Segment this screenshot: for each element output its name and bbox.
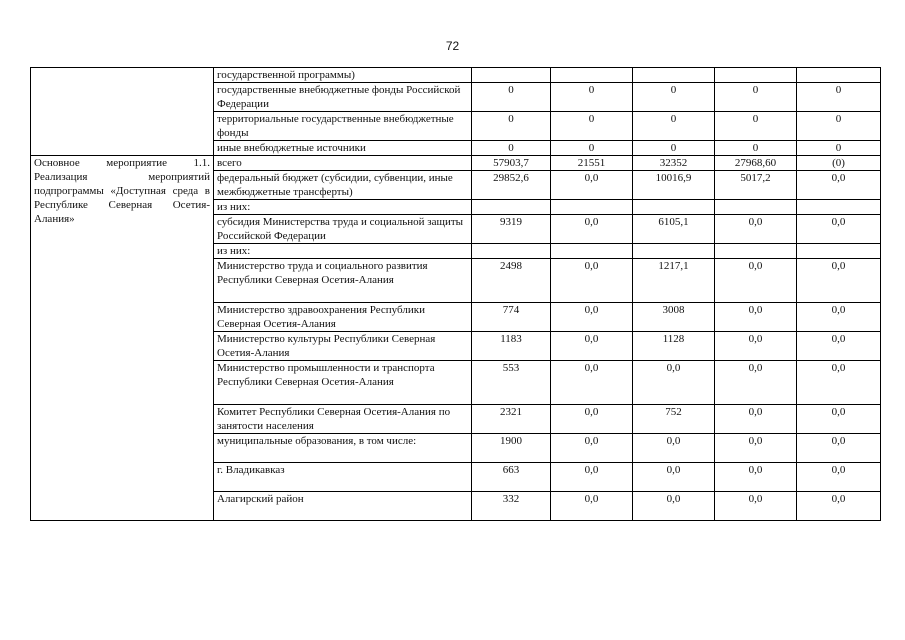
row-label: из них:	[214, 200, 472, 215]
value-cell: 0,0	[715, 259, 797, 303]
table-row	[31, 68, 881, 83]
value-cell: 5017,2	[715, 171, 797, 200]
row-label: Министерство культуры Республики Северная Осетия-Алания	[214, 332, 472, 361]
value-cell: 0,0	[551, 259, 633, 303]
value-cell: 0	[715, 112, 797, 141]
value-cell: 0	[551, 83, 633, 112]
value-cell	[551, 244, 633, 259]
value-cell	[633, 68, 715, 83]
row-label: г. Владикавказ	[214, 463, 472, 492]
value-cell: 0,0	[797, 361, 881, 405]
value-cell: 0	[633, 141, 715, 156]
value-cell: 6105,1	[633, 215, 715, 244]
value-cell: 0,0	[551, 171, 633, 200]
value-cell: 0,0	[715, 463, 797, 492]
value-cell: 0,0	[715, 332, 797, 361]
value-cell: 0,0	[715, 434, 797, 463]
value-cell: 21551	[551, 156, 633, 171]
row-label: Министерство труда и социального развития Республики Северная Осетия-Алания	[214, 259, 472, 303]
value-cell: 9319	[472, 215, 551, 244]
row-label: территориальные государственные внебюджетные фонды	[214, 112, 472, 141]
row-label: Комитет Республики Северная Осетия-Алания по занятости населения	[214, 405, 472, 434]
value-cell	[551, 68, 633, 83]
value-cell: 0,0	[633, 492, 715, 521]
row-label: муниципальные образования, в том числе:	[214, 434, 472, 463]
value-cell: 29852,6	[472, 171, 551, 200]
value-cell: 0	[551, 141, 633, 156]
row-label: всего	[214, 156, 472, 171]
value-cell: 1900	[472, 434, 551, 463]
value-cell	[797, 68, 881, 83]
value-cell: 57903,7	[472, 156, 551, 171]
row-label: субсидия Министерства труда и социальной защиты Российской Федерации	[214, 215, 472, 244]
value-cell	[472, 244, 551, 259]
value-cell: 0,0	[551, 215, 633, 244]
value-cell: 0,0	[797, 405, 881, 434]
value-cell: 752	[633, 405, 715, 434]
value-cell: 0,0	[797, 215, 881, 244]
value-cell: 553	[472, 361, 551, 405]
row-label: Министерство здравоохранения Республики Северная Осетия-Алания	[214, 303, 472, 332]
value-cell: 0,0	[551, 492, 633, 521]
activity-name-cell: Основное мероприятие 1.1. Реализация мероприятий подпрограммы «Доступная среда в Республике Северная Осетия-Алания»	[31, 156, 214, 521]
value-cell: 0,0	[633, 361, 715, 405]
value-cell: 3008	[633, 303, 715, 332]
row-label: Министерство промышленности и транспорта Республики Северная Осетия-Алания	[214, 361, 472, 405]
funding-table	[30, 67, 881, 521]
page-number: 72	[445, 39, 460, 53]
row-label: государственной программы)	[214, 68, 472, 83]
value-cell: 0,0	[633, 463, 715, 492]
value-cell: 0	[472, 141, 551, 156]
value-cell: 2498	[472, 259, 551, 303]
value-cell: 0	[472, 112, 551, 141]
value-cell	[551, 200, 633, 215]
value-cell: 0,0	[551, 303, 633, 332]
value-cell	[715, 68, 797, 83]
value-cell: 0,0	[797, 492, 881, 521]
value-cell: 0	[715, 83, 797, 112]
value-cell: 0,0	[797, 332, 881, 361]
value-cell: 0,0	[551, 463, 633, 492]
value-cell: 27968,60	[715, 156, 797, 171]
value-cell: 0,0	[797, 259, 881, 303]
value-cell: 0,0	[633, 434, 715, 463]
table-row	[31, 156, 881, 171]
row-label: из них:	[214, 244, 472, 259]
value-cell: 1128	[633, 332, 715, 361]
value-cell: 332	[472, 492, 551, 521]
row-label: государственные внебюджетные фонды Российской Федерации	[214, 83, 472, 112]
value-cell: 0	[797, 112, 881, 141]
empty-cell	[31, 68, 214, 156]
value-cell: 0,0	[551, 332, 633, 361]
value-cell	[797, 200, 881, 215]
value-cell: 0,0	[797, 434, 881, 463]
value-cell: 32352	[633, 156, 715, 171]
value-cell: 2321	[472, 405, 551, 434]
value-cell: 0,0	[797, 463, 881, 492]
value-cell: 0,0	[715, 492, 797, 521]
value-cell: 0,0	[551, 361, 633, 405]
value-cell: 0	[797, 141, 881, 156]
value-cell	[715, 200, 797, 215]
value-cell: 0,0	[715, 303, 797, 332]
row-label: иные внебюджетные источники	[214, 141, 472, 156]
value-cell	[633, 244, 715, 259]
value-cell: 10016,9	[633, 171, 715, 200]
value-cell: 663	[472, 463, 551, 492]
value-cell: 774	[472, 303, 551, 332]
value-cell	[472, 68, 551, 83]
row-label: Алагирский район	[214, 492, 472, 521]
value-cell: 0,0	[797, 303, 881, 332]
row-label: федеральный бюджет (субсидии, субвенции, иные межбюджетные трансферты)	[214, 171, 472, 200]
value-cell: 0,0	[715, 215, 797, 244]
value-cell: 0	[472, 83, 551, 112]
value-cell: 0	[797, 83, 881, 112]
value-cell: 0,0	[551, 405, 633, 434]
value-cell	[472, 200, 551, 215]
value-cell: 0,0	[551, 434, 633, 463]
value-cell: 0	[633, 83, 715, 112]
value-cell: 1183	[472, 332, 551, 361]
value-cell: 0,0	[715, 405, 797, 434]
value-cell: 0	[633, 112, 715, 141]
value-cell: (0)	[797, 156, 881, 171]
value-cell	[797, 244, 881, 259]
value-cell: 0,0	[797, 171, 881, 200]
value-cell: 0,0	[715, 361, 797, 405]
value-cell	[633, 200, 715, 215]
value-cell: 1217,1	[633, 259, 715, 303]
value-cell: 0	[715, 141, 797, 156]
value-cell: 0	[551, 112, 633, 141]
value-cell	[715, 244, 797, 259]
